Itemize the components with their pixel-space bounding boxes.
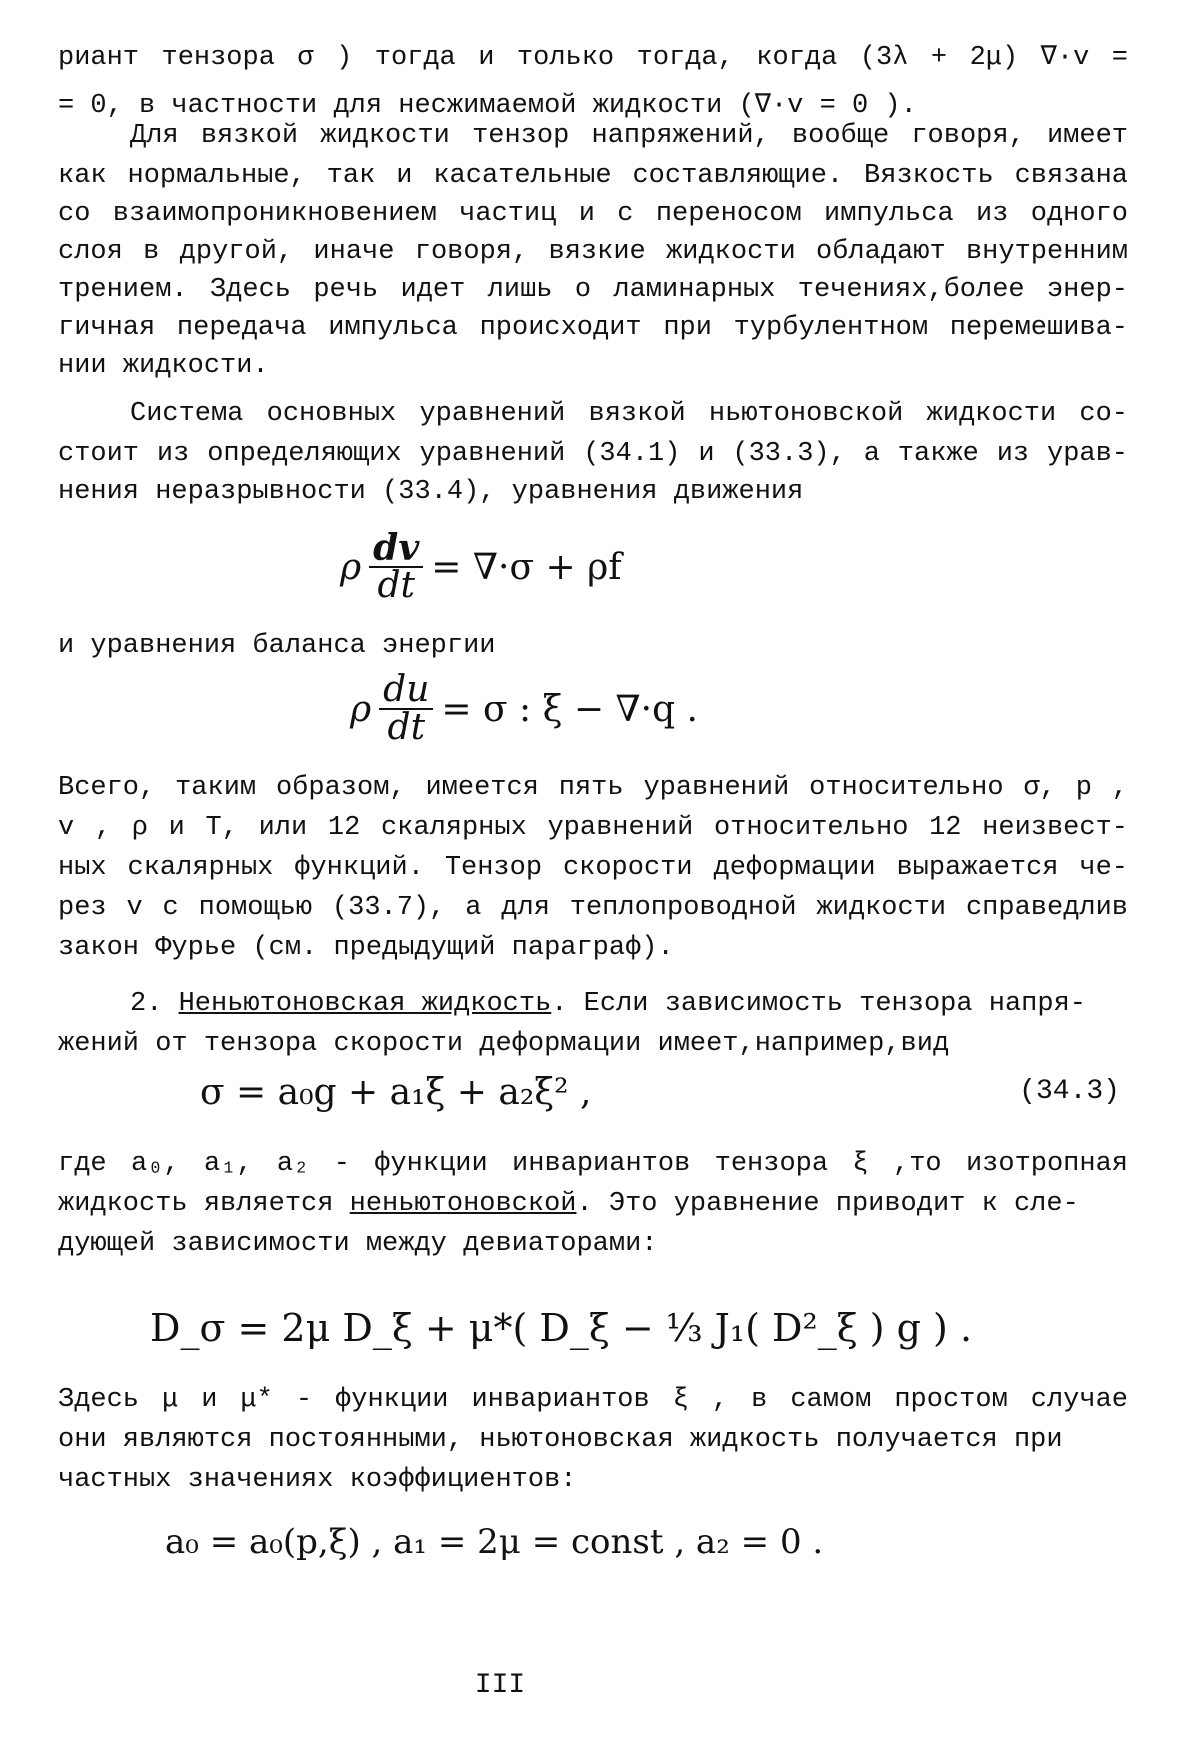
eq-symbol: ρ [350, 688, 372, 730]
text-line: Здесь μ и μ* - функции инвариантов ξ , в самом простом случае [58, 1385, 1128, 1415]
fraction-denominator: dt [377, 565, 415, 606]
text-line: и уравнения баланса энергии [58, 631, 496, 661]
fraction-numerator: du [379, 672, 433, 710]
text-line: жений от тензора скорости деформации имеет,например,вид [58, 1029, 950, 1059]
fraction-denominator: dt [387, 707, 426, 748]
equation-energy [350, 669, 698, 748]
text-line: гичная передача импульса происходит при турбулентном перемешива- [58, 313, 1128, 343]
text-line: частных значениях коэффициентов: [58, 1465, 577, 1495]
text-span: жидкость является [58, 1189, 350, 1219]
fraction [369, 527, 423, 606]
text-line: ных скалярных функций. Тензор скорости деформации выражается че- [58, 853, 1128, 883]
text-line: где a₀, a₁, a₂ - функции инвариантов тензора ξ ,то изотропная [58, 1149, 1128, 1179]
fraction-numerator: dv [369, 530, 423, 568]
text-line: они являются постоянными, ньютоновская жидкость получается при [58, 1425, 1063, 1455]
fraction [379, 669, 433, 748]
equation-number: (34.3) [1019, 1076, 1120, 1107]
text-line: закон Фурье (см. предыдущий параграф). [58, 933, 674, 963]
text-span: . Это уравнение приводит к сле- [576, 1189, 1079, 1219]
text-line: нии жидкости. [58, 351, 269, 381]
text-line: рез v с помощью (33.7), а для теплопроводной жидкости справедлив [58, 893, 1128, 923]
text-line [58, 1186, 1128, 1222]
text-line: нения неразрывности (33.4), уравнения движения [58, 477, 804, 507]
text-line: риант тензора σ ) тогда и только тогда, когда (3λ + 2μ) ∇·v = [58, 43, 1128, 73]
text-line: Всего, таким образом, имеется пять уравнений относительно σ, p , [58, 773, 1128, 803]
item-number: 2. [130, 989, 179, 1019]
eq-body: D_σ = 2μ D_ξ + μ*( D_ξ − ⅓ J₁( D²_ξ ) g ) . [150, 1306, 973, 1350]
text-line: трением. Здесь речь идет лишь о ламинарных течениях,более энер- [58, 275, 1128, 305]
eq-rhs: = σ : ξ − ∇·q . [441, 688, 698, 730]
equation-deviator [150, 1306, 972, 1350]
text-line: v , ρ и T, или 12 скалярных уравнений относительно 12 неизвест- [58, 813, 1128, 843]
text-line: слоя в другой, иначе говоря, вязкие жидкости обладают внутренним [58, 237, 1128, 267]
equation-34-3 [200, 1072, 591, 1113]
page-number: III [474, 1670, 526, 1701]
text-line: дующей зависимости между девиаторами: [58, 1229, 658, 1259]
text-line: Для вязкой жидкости тензор напряжений, вообще говоря, имеет [130, 121, 1128, 151]
text-span: . Если зависимость тензора напря- [551, 989, 1086, 1019]
equation-motion [340, 527, 622, 606]
eq-body: σ = a₀g + a₁ξ + a₂ξ² , [200, 1072, 592, 1113]
text-line: как нормальные, так и касательные составляющие. Вязкость связана [58, 161, 1128, 191]
equation-coefficients [165, 1522, 823, 1562]
text-line: = 0, в частности для несжимаемой жидкости (∇·v = 0 ). [58, 91, 917, 121]
eq-body: a₀ = a₀(p,ξ) , a₁ = 2μ = const , a₂ = 0 . [165, 1522, 824, 1562]
text-line: Система основных уравнений вязкой ньютоновской жидкости со- [130, 399, 1128, 429]
term-underlined: Неньютоновская жидкость [178, 989, 552, 1019]
eq-rhs: = ∇·σ + ρf [431, 546, 622, 588]
text-line [130, 986, 1128, 1022]
text-line: со взаимопроникновением частиц и с переносом импульса из одного [58, 199, 1128, 229]
text-line: стоит из определяющих уравнений (34.1) и (33.3), а также из урав- [58, 439, 1128, 469]
term-underlined: неньютоновской [349, 1189, 577, 1219]
eq-symbol: ρ [340, 546, 362, 588]
